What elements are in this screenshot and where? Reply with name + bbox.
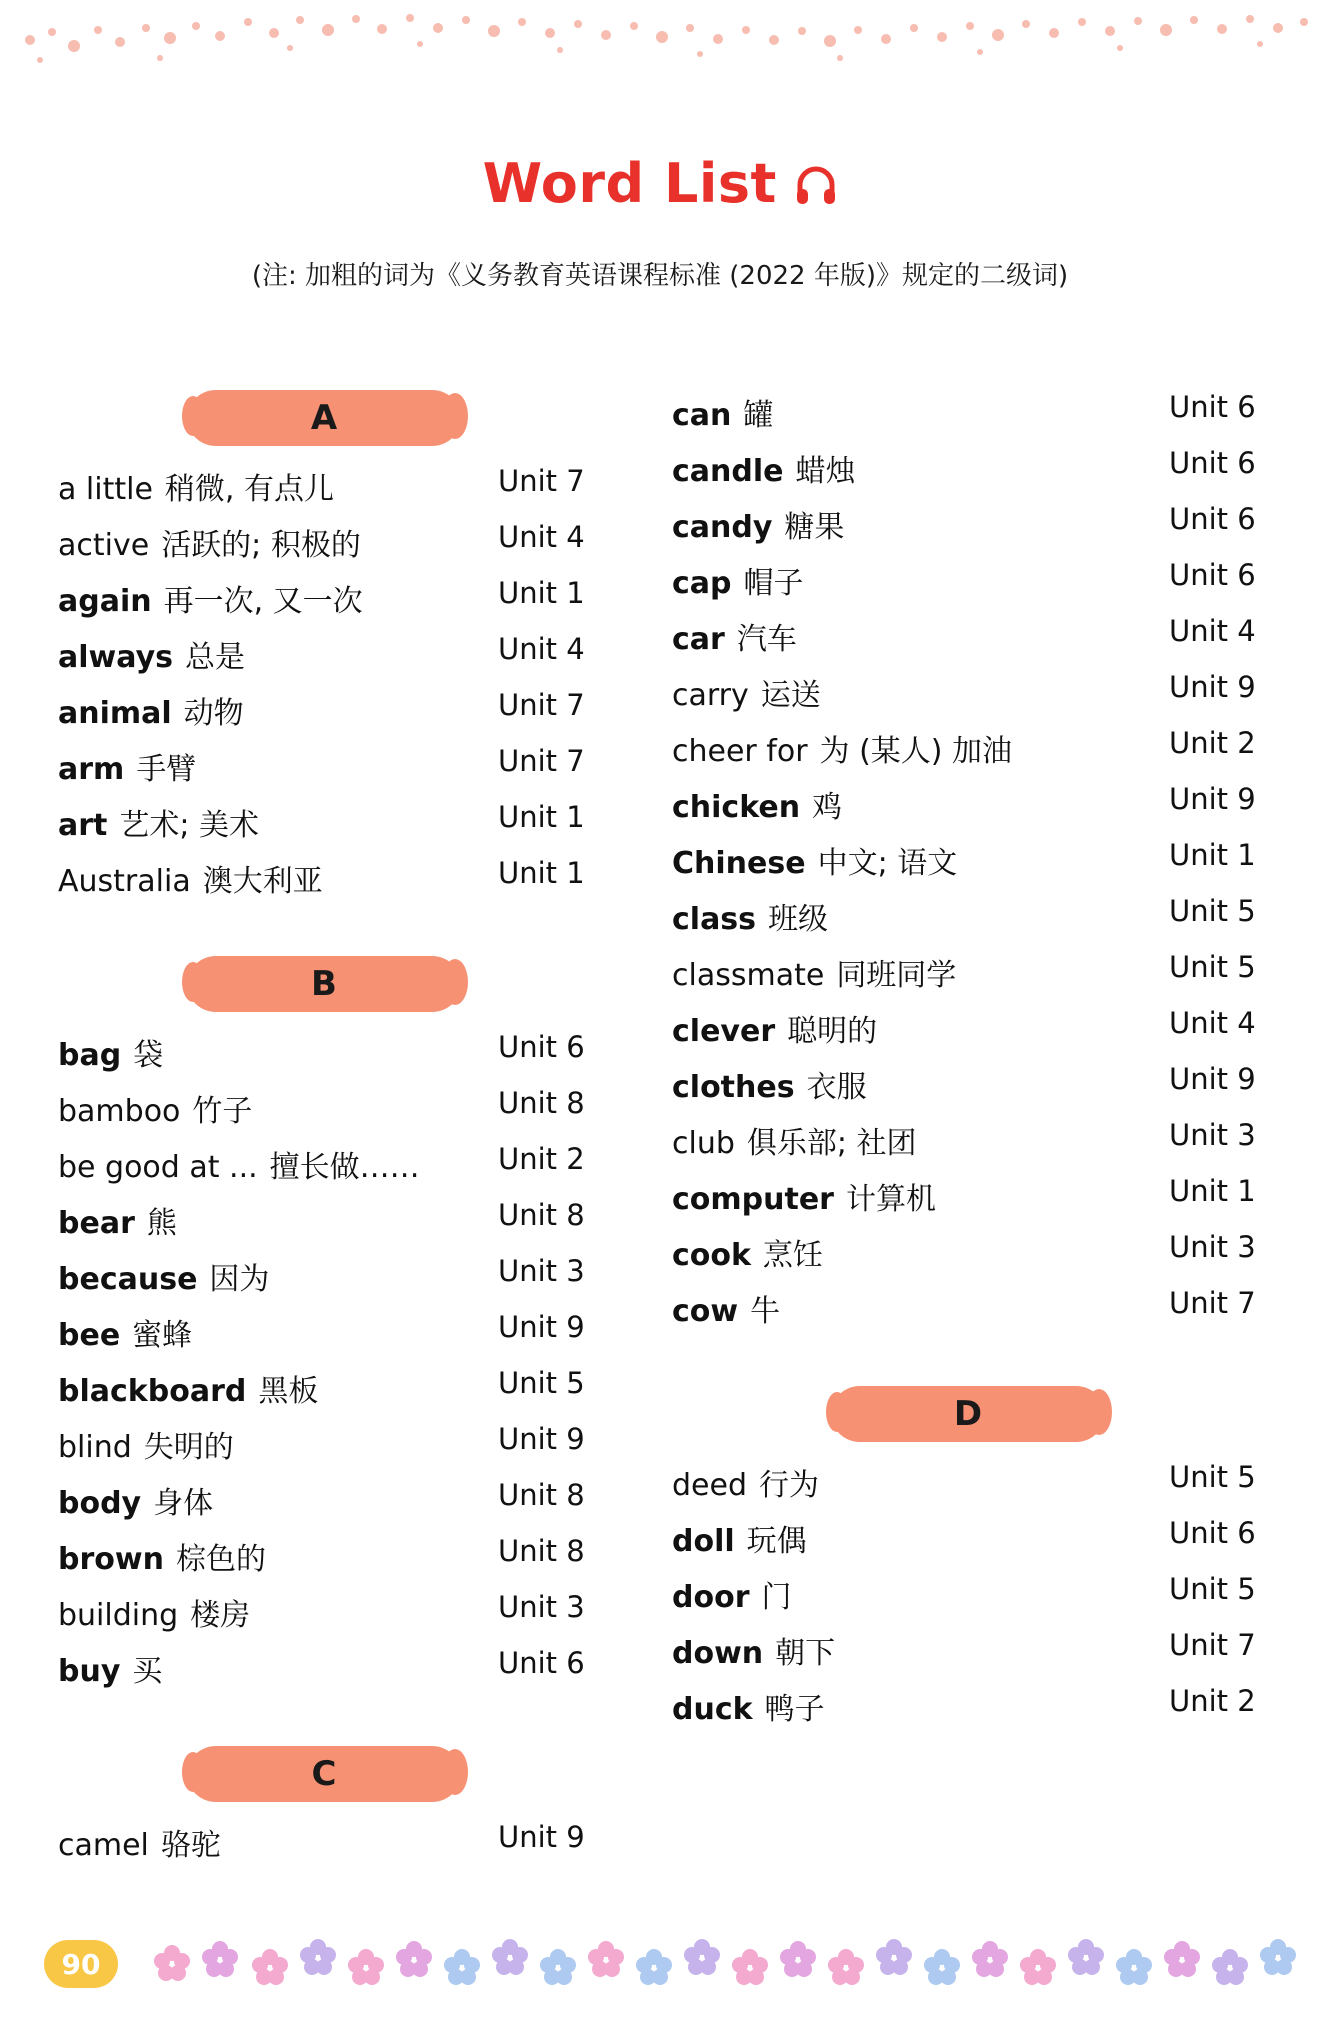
list-item — [58, 1142, 618, 1198]
unit-label: Unit 2 — [1169, 1684, 1256, 1718]
word: again — [58, 584, 152, 619]
word: down — [672, 1636, 764, 1671]
translation: 竹子 — [192, 1094, 253, 1129]
translation: 再一次, 又一次 — [163, 584, 363, 619]
unit-label: Unit 5 — [498, 1366, 585, 1400]
list-item — [58, 1590, 618, 1646]
translation: 中文; 语文 — [817, 846, 958, 881]
word: clever — [672, 1014, 776, 1049]
word: doll — [672, 1524, 735, 1559]
list-item — [672, 726, 1262, 782]
word: bamboo — [58, 1094, 181, 1129]
translation: 动物 — [183, 696, 244, 731]
list-item — [672, 1118, 1262, 1174]
list-item — [58, 576, 618, 632]
list-item — [672, 838, 1262, 894]
translation: 烹饪 — [762, 1238, 823, 1273]
list-item — [672, 1628, 1262, 1684]
unit-label: Unit 9 — [498, 1820, 585, 1854]
list-item — [58, 1820, 618, 1876]
word: can — [672, 398, 732, 433]
unit-label: Unit 3 — [498, 1590, 585, 1624]
bottom-decoration — [150, 1924, 1320, 2004]
unit-label: Unit 8 — [498, 1478, 585, 1512]
word: blackboard — [58, 1374, 247, 1409]
list-item — [672, 1516, 1262, 1572]
unit-label: Unit 6 — [1169, 1516, 1256, 1550]
translation: 为 (某人) 加油 — [819, 734, 1013, 769]
unit-label: Unit 6 — [498, 1646, 585, 1680]
translation: 同班同学 — [836, 958, 957, 993]
unit-label: Unit 1 — [1169, 1174, 1256, 1208]
word: bee — [58, 1318, 121, 1353]
word: carry — [672, 678, 749, 713]
list-item — [58, 1366, 618, 1422]
translation: 鸡 — [812, 790, 843, 825]
word: class — [672, 902, 757, 937]
translation: 汽车 — [736, 622, 797, 657]
unit-label: Unit 6 — [1169, 558, 1256, 592]
list-item — [672, 1006, 1262, 1062]
list-item — [58, 744, 618, 800]
unit-label: Unit 4 — [1169, 614, 1256, 648]
list-item — [672, 1460, 1262, 1516]
translation: 楼房 — [190, 1598, 251, 1633]
word: art — [58, 808, 108, 843]
word: animal — [58, 696, 172, 731]
section-gap — [672, 1342, 1262, 1386]
unit-label: Unit 5 — [1169, 950, 1256, 984]
word: car — [672, 622, 725, 657]
letter-label: D — [953, 1394, 983, 1434]
word: clothes — [672, 1070, 795, 1105]
word: blind — [58, 1430, 132, 1465]
list-item — [672, 1286, 1262, 1342]
translation: 衣服 — [806, 1070, 867, 1105]
translation: 黑板 — [258, 1374, 319, 1409]
list-item — [58, 1478, 618, 1534]
unit-label: Unit 1 — [498, 800, 585, 834]
word: computer — [672, 1182, 834, 1217]
translation: 聪明的 — [787, 1014, 878, 1049]
page-title: Word List — [482, 152, 777, 215]
unit-label: Unit 7 — [498, 744, 585, 778]
page-number: 90 — [44, 1940, 118, 1988]
letter-label: C — [311, 1754, 337, 1794]
word: a little — [58, 472, 153, 507]
unit-label: Unit 7 — [1169, 1286, 1256, 1320]
word: candle — [672, 454, 784, 489]
word: active — [58, 528, 150, 563]
word: club — [672, 1126, 735, 1161]
translation: 运送 — [760, 678, 821, 713]
list-item — [58, 520, 618, 576]
letter-label: B — [311, 964, 337, 1004]
headphone-icon — [795, 165, 837, 210]
translation: 牛 — [750, 1294, 781, 1329]
word: cap — [672, 566, 732, 601]
unit-label: Unit 4 — [498, 520, 585, 554]
list-item — [58, 1422, 618, 1478]
unit-label: Unit 3 — [1169, 1118, 1256, 1152]
right-column — [672, 390, 1262, 1740]
list-item — [672, 782, 1262, 838]
section-gap — [58, 1702, 618, 1746]
translation: 俱乐部; 社团 — [746, 1126, 917, 1161]
page-title-wrap — [0, 152, 1320, 215]
unit-label: Unit 1 — [498, 856, 585, 890]
unit-label: Unit 2 — [1169, 726, 1256, 760]
unit-label: Unit 2 — [498, 1142, 585, 1176]
list-item — [672, 1684, 1262, 1740]
unit-label: Unit 7 — [1169, 1628, 1256, 1662]
unit-label: Unit 5 — [1169, 1460, 1256, 1494]
list-item — [58, 1254, 618, 1310]
translation: 艺术; 美术 — [119, 808, 260, 843]
list-item — [58, 1534, 618, 1590]
unit-label: Unit 6 — [1169, 502, 1256, 536]
translation: 帽子 — [743, 566, 804, 601]
unit-label: Unit 7 — [498, 464, 585, 498]
list-item — [672, 1174, 1262, 1230]
list-item — [672, 614, 1262, 670]
word: duck — [672, 1692, 753, 1727]
letter-label: A — [310, 398, 338, 438]
unit-label: Unit 6 — [498, 1030, 585, 1064]
letter-badge-d — [832, 1386, 1104, 1442]
translation: 稍微, 有点儿 — [164, 472, 334, 507]
unit-label: Unit 5 — [1169, 1572, 1256, 1606]
list-item — [672, 950, 1262, 1006]
translation: 熊 — [146, 1206, 177, 1241]
list-item — [672, 1230, 1262, 1286]
list-item — [672, 502, 1262, 558]
translation: 总是 — [184, 640, 245, 675]
unit-label: Unit 3 — [1169, 1230, 1256, 1264]
word: building — [58, 1598, 179, 1633]
list-item — [672, 390, 1262, 446]
translation: 棕色的 — [175, 1542, 266, 1577]
word: body — [58, 1486, 142, 1521]
translation: 玩偶 — [746, 1524, 807, 1559]
word: brown — [58, 1542, 164, 1577]
word: chicken — [672, 790, 801, 825]
unit-label: Unit 1 — [498, 576, 585, 610]
word: cook — [672, 1238, 751, 1273]
unit-label: Unit 9 — [1169, 1062, 1256, 1096]
translation: 失明的 — [143, 1430, 234, 1465]
word: door — [672, 1580, 750, 1615]
unit-label: Unit 4 — [498, 632, 585, 666]
list-item — [672, 670, 1262, 726]
unit-label: Unit 6 — [1169, 390, 1256, 424]
unit-label: Unit 1 — [1169, 838, 1256, 872]
unit-label: Unit 5 — [1169, 894, 1256, 928]
translation: 罐 — [743, 398, 774, 433]
word: bear — [58, 1206, 135, 1241]
translation: 行为 — [759, 1468, 819, 1503]
translation: 擅长做…… — [269, 1150, 420, 1185]
list-item — [672, 446, 1262, 502]
word: cheer for — [672, 734, 808, 769]
word: candy — [672, 510, 773, 545]
translation: 鸭子 — [764, 1692, 825, 1727]
translation: 蜜蜂 — [132, 1318, 193, 1353]
word: classmate — [672, 958, 825, 993]
word: because — [58, 1262, 198, 1297]
translation: 买 — [132, 1654, 163, 1689]
translation: 身体 — [153, 1486, 214, 1521]
word: deed — [672, 1468, 747, 1503]
translation: 活跃的; 积极的 — [161, 528, 361, 563]
list-item — [58, 1086, 618, 1142]
unit-label: Unit 9 — [498, 1422, 585, 1456]
unit-label: Unit 7 — [498, 688, 585, 722]
word: always — [58, 640, 173, 675]
list-item — [672, 1572, 1262, 1628]
translation: 糖果 — [784, 510, 845, 545]
word: cow — [672, 1294, 739, 1329]
letter-badge-c — [188, 1746, 460, 1802]
left-column — [58, 390, 618, 1876]
list-item — [672, 1062, 1262, 1118]
list-item — [58, 632, 618, 688]
translation: 班级 — [768, 902, 829, 937]
word: buy — [58, 1654, 121, 1689]
unit-label: Unit 6 — [1169, 446, 1256, 480]
translation: 澳大利亚 — [202, 864, 323, 899]
translation: 骆驼 — [160, 1828, 221, 1863]
unit-label: Unit 4 — [1169, 1006, 1256, 1040]
top-decoration — [0, 0, 1320, 78]
list-item — [58, 464, 618, 520]
word: arm — [58, 752, 125, 787]
letter-badge-b — [188, 956, 460, 1012]
unit-label: Unit 8 — [498, 1534, 585, 1568]
unit-label: Unit 8 — [498, 1086, 585, 1120]
word: Chinese — [672, 846, 806, 881]
translation: 门 — [761, 1580, 792, 1615]
word: Australia — [58, 864, 191, 899]
note-text: (注: 加粗的词为《义务教育英语课程标准 (2022 年版)》规定的二级词) — [251, 261, 1069, 291]
list-item — [58, 800, 618, 856]
word: camel — [58, 1828, 149, 1863]
list-item — [58, 688, 618, 744]
translation: 蜡烛 — [795, 454, 856, 489]
unit-label: Unit 9 — [1169, 782, 1256, 816]
list-item — [58, 1646, 618, 1702]
translation: 朝下 — [775, 1636, 836, 1671]
list-item — [58, 1310, 618, 1366]
list-item — [58, 1198, 618, 1254]
list-item — [58, 1030, 618, 1086]
translation: 计算机 — [845, 1182, 936, 1217]
unit-label: Unit 9 — [1169, 670, 1256, 704]
word: be good at ... — [58, 1150, 258, 1185]
list-item — [672, 558, 1262, 614]
list-item — [672, 894, 1262, 950]
translation: 手臂 — [136, 752, 197, 787]
letter-badge-a — [188, 390, 460, 446]
word: bag — [58, 1038, 122, 1073]
list-item — [58, 856, 618, 912]
translation: 袋 — [133, 1038, 164, 1073]
section-gap — [58, 912, 618, 956]
translation: 因为 — [209, 1262, 270, 1297]
unit-label: Unit 9 — [498, 1310, 585, 1344]
unit-label: Unit 8 — [498, 1198, 585, 1232]
unit-label: Unit 3 — [498, 1254, 585, 1288]
